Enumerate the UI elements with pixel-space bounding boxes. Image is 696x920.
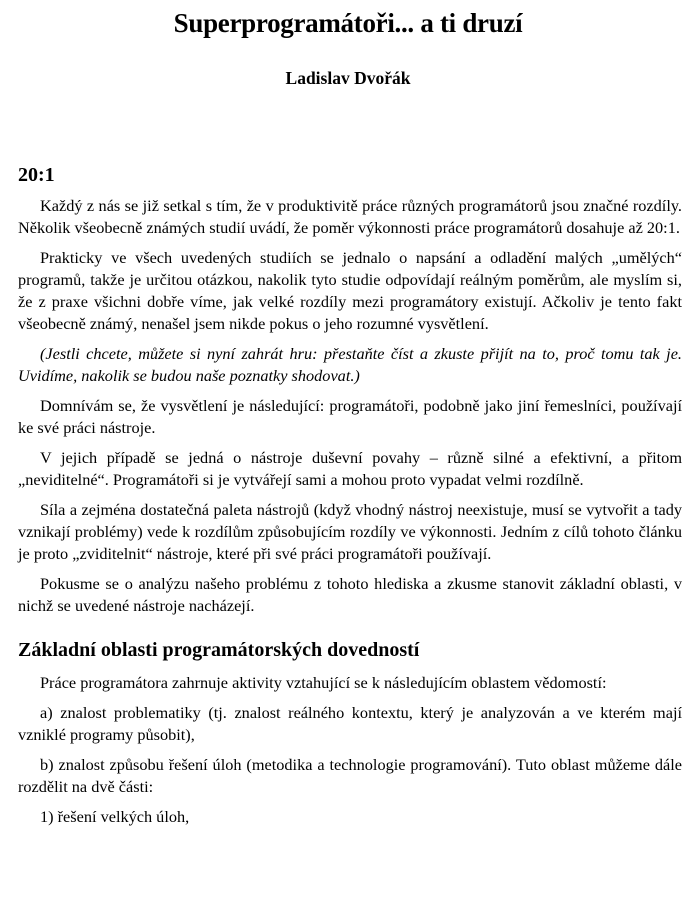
paragraph: Síla a zejména dostatečná paleta nástrojů (když vhodný nástroj neexistuje, musí se vytvořit a tady vznikají problémy) vede k rozdílům způsobujícím rozdíly ve výkonnosti. Jedním z cílů tohoto článku je proto „zviditelnit“ nástroje, které při své práci programátoři používají. [18, 500, 682, 563]
list-item: b) znalost způsobu řešení úloh (metodika a technologie programování). Tuto oblast můžeme dále rozdělit na dvě části: [18, 755, 682, 796]
section-heading-20-1: 20:1 [18, 164, 55, 186]
list-item: 1) řešení velkých úloh, [40, 807, 190, 826]
article-body [18, 164, 682, 836]
paragraph: Prakticky ve všech uvedených studiích se jednalo o napsání a odladění malých „umělých“ programů, takže je určitou otázkou, nakolik tyto studie odpovídají reálným poměrům, ale myslím si, že z praxe všichni dobře víme, jak velké rozdíly mezi programátory existují. Ačkoliv je tento fakt všeobecně známý, nenašel jsem nikde pokus o jeho rozumné vysvětlení. [18, 248, 682, 333]
author-name: Ladislav Dvořák [285, 68, 411, 88]
paragraph: Domnívám se, že vysvětlení je následující: programátoři, podobně jako jiní řemeslníci, používají ke své práci nástroje. [18, 396, 682, 437]
paragraph: V jejich případě se jedná o nástroje duševní povahy – různě silné a efektivní, a přitom „neviditelné“. Programátoři si je vytvářejí sami a mohou proto vypadat velmi rozdílně. [18, 448, 682, 489]
section-heading-basic-areas: Základní oblasti programátorských dovedností [18, 639, 420, 661]
paragraph: Práce programátora zahrnuje aktivity vztahující se k následujícím oblastem vědomostí: [40, 673, 607, 692]
list-item: a) znalost problematiky (tj. znalost reálného kontextu, který je analyzován a ve kterém mají vzniklé programy působit), [18, 703, 682, 744]
paragraph: Každý z nás se již setkal s tím, že v produktivitě práce různých programátorů jsou značné rozdíly. Několik všeobecně známých studií uvádí, že poměr výkonnosti práce programátorů dosahuje až 20:1. [18, 196, 682, 237]
italic-paragraph: (Jestli chcete, můžete si nyní zahrát hru: přestaňte číst a zkuste přijít na to, proč tomu tak je. Uvidíme, nakolik se budou naše poznatky shodovat.) [18, 344, 682, 385]
paragraph: Pokusme se o analýzu našeho problému z tohoto hlediska a zkusme stanovit základní oblasti, v nichž se uvedené nástroje nacházejí. [18, 574, 682, 615]
article-title: Superprogramátoři... a ti druzí [173, 8, 523, 38]
